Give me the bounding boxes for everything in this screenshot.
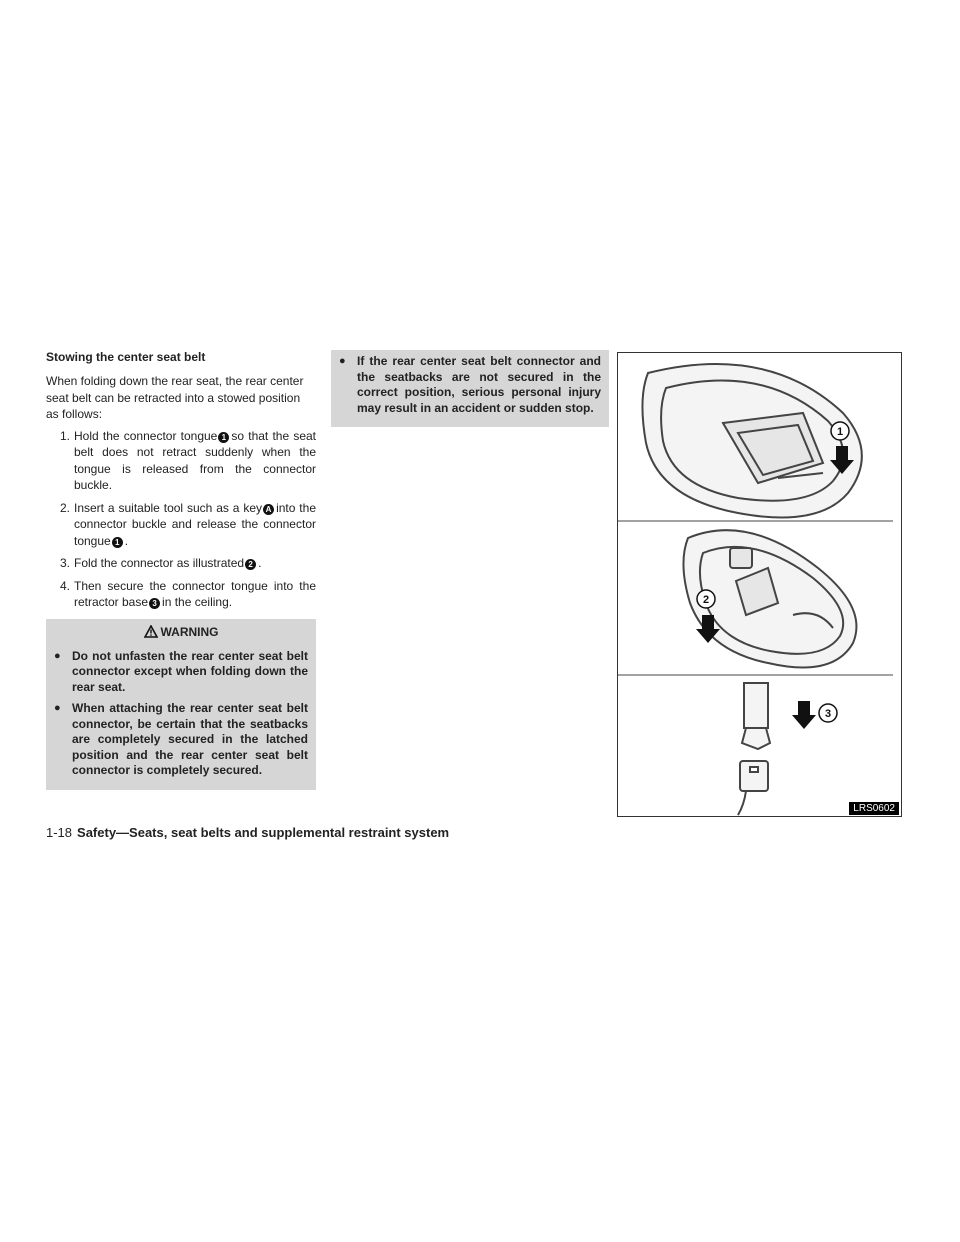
section-title: Safety—Seats, seat belts and supplemental restraint system xyxy=(77,825,450,840)
list-item: ● Do not unfasten the rear center seat belt connector except when folding down the rear seat. xyxy=(54,648,308,694)
callout-3-icon: 3 xyxy=(149,598,160,609)
list-item: 1. Hold the connector tongue 1 so that the seat belt does not retract suddenly when the tongue is released from the connector buckle. xyxy=(59,428,317,492)
list-item: 3. Fold the connector as illustrated 2 . xyxy=(59,556,262,570)
connector-panel xyxy=(738,683,770,815)
illustration-drawing xyxy=(618,353,901,816)
section-heading: Stowing the center seat belt xyxy=(46,350,206,364)
warning-heading: WARNING xyxy=(54,625,308,639)
list-item: ● When attaching the rear center seat belt connector, be certain that the seatbacks are completely secured in the latched position and the rear center seat belt connector is completely secured. xyxy=(54,701,308,777)
seat-belt-illustration xyxy=(617,352,902,817)
warning-triangle-icon xyxy=(144,625,158,638)
page-number: 1-18 xyxy=(46,825,73,840)
list-item: 4. Then secure the connector tongue into the retractor base 3 in the ceiling. xyxy=(59,578,316,609)
svg-text:1: 1 xyxy=(836,426,844,438)
callout-a-icon: A xyxy=(263,504,274,515)
warning-box-continued xyxy=(331,350,609,427)
bullet-icon: ● xyxy=(339,355,346,367)
svg-text:2: 2 xyxy=(702,594,710,606)
callout-2-icon: 2 xyxy=(245,559,256,570)
bullet-icon: ● xyxy=(54,649,61,662)
intro-paragraph: When folding down the rear seat, the rear center seat belt can be retracted into a stowed position as follows: xyxy=(46,374,304,421)
step-list xyxy=(46,428,316,611)
text-column-middle xyxy=(331,350,609,427)
list-item: 2. Insert a suitable tool such as a key A into the connector buckle and release the connector tongue 1 . xyxy=(59,500,316,548)
warning-list xyxy=(54,649,308,779)
warning-box xyxy=(46,619,316,790)
figure-label: LRS0602 xyxy=(849,802,899,815)
bullet-icon: ● xyxy=(54,702,61,714)
callout-1-icon: 1 xyxy=(218,432,229,443)
text-column-left xyxy=(46,350,316,790)
list-item: ● If the rear center seat belt connector and the seatbacks are not secured in the correct position, serious personal injury may result in an accident or sudden stop. xyxy=(339,354,601,415)
svg-text:3: 3 xyxy=(824,708,832,720)
callout-1-icon: 1 xyxy=(112,537,123,548)
page-footer xyxy=(46,825,449,840)
retractor-panel xyxy=(642,364,861,518)
callout-arrow-3 xyxy=(792,701,837,729)
